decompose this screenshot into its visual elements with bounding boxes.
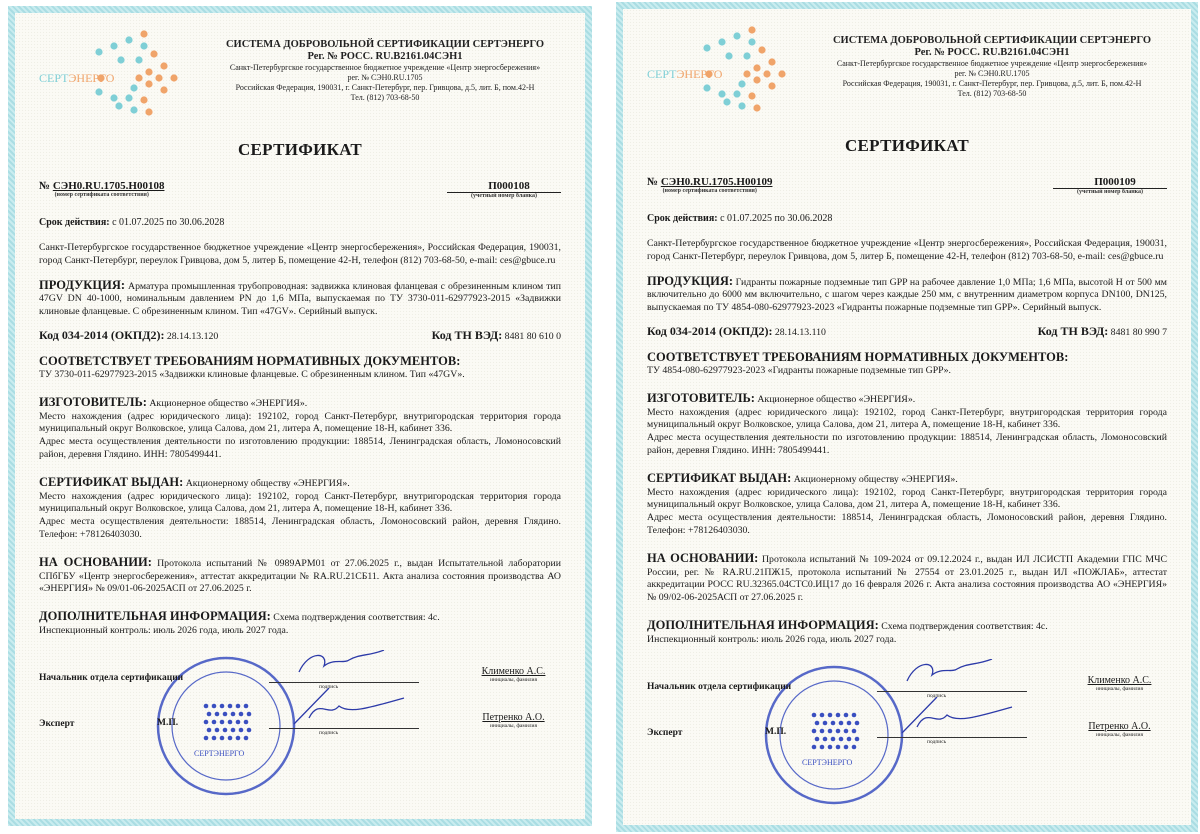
basis-section: [39, 556, 561, 596]
logo-dot: [763, 70, 770, 77]
system-name: СИСТЕМА ДОБРОВОЛЬНОЙ СЕРТИФИКАЦИИ СЕРТЭНЕРГО: [225, 38, 545, 50]
certificate-2: [616, 2, 1198, 832]
codes-row: [647, 324, 1167, 339]
maker-section: [647, 392, 1167, 458]
logo-dot: [135, 56, 142, 63]
logo-dot: [145, 80, 152, 87]
issued-legal-address: Место нахождения (адрес юридического лица): 192102, город Санкт-Петербург, внутригородская территория города муниципальный округ Волковское, улица Салова, дом 21, литера А, помещение 18-Н, кабинет 336.: [39, 490, 561, 515]
logo-dot: [758, 46, 765, 53]
inspection-control: Инспекционный контроль: июль 2026 года, июль 2027 года.: [39, 624, 289, 636]
logo-dot: [117, 56, 124, 63]
maker-legal-address: Место нахождения (адрес юридического лица): 192102, город Санкт-Петербург, внутригородская территория города муниципальный округ Волковское, улица Салова, дом 21, литера А, помещение 18-Н, кабинет 336.: [647, 406, 1167, 431]
logo-dot: [160, 86, 167, 93]
number-prefix: №: [647, 176, 661, 188]
sign-caption: подпись: [319, 683, 339, 690]
head-signature-row: [647, 674, 1167, 699]
logo-dot: [778, 70, 785, 77]
issued-site-address: Адрес места осуществления деятельности: 188514, Ленинградская область, Ломоносовский район, деревня Глядино. Телефон: +78126403030.: [647, 512, 1167, 536]
logo-dot: [145, 108, 152, 115]
signature-mark: [897, 659, 997, 689]
validity-label: Срок действия:: [39, 217, 110, 228]
stamp-dot: [244, 703, 249, 708]
stamp-dot: [828, 712, 833, 717]
extra-section: [647, 619, 1167, 647]
logo-dot: [140, 30, 147, 37]
stamp-dot: [204, 703, 209, 708]
blank-caption: (учетный номер бланка): [1076, 189, 1144, 195]
logo-dot: [748, 26, 755, 33]
okpd-value: 28.14.13.120: [164, 330, 219, 342]
number-row: [39, 180, 561, 199]
logo-text: СЕРТЭНЕРГО: [647, 66, 723, 81]
product-value: Арматура промышленная трубопроводная: задвижка клиновая фланцевая с обрезиненным клином тип 47GV DN 40-1000, номинальным давлением PN до 1,6 МПа, выпускаемая по ТУ 3730-011-62977923-2015 «Задвижки клиновые фланцевые. С обрезиненным клином. Тип «47GV». Серийный выпуск.: [39, 280, 561, 318]
name-caption: инициалы, фамилия: [489, 676, 538, 683]
logo-dot: [733, 32, 740, 39]
extra-value: Схема подтверждения соответствия: 4с.: [270, 612, 440, 624]
extra-section: [39, 610, 561, 638]
logo-dot: [140, 42, 147, 49]
stamp-dot: [812, 712, 817, 717]
header-info: [817, 35, 1167, 99]
issuer-info: Санкт-Петербургское государственное бюджетное учреждение «Центр энергосбережения», Российская Федерация, 190031, город Санкт-Петербург, переулок Гривцова, дом 5, литер Б, помещение 42-Н, телефон (812) 703-68-50, e-mail: ces@gbuce.ru: [647, 238, 1167, 262]
expert-role: Эксперт: [39, 718, 75, 729]
head-signature-row: [39, 665, 561, 690]
signatures: [39, 660, 561, 810]
name-caption: инициалы, фамилия: [1095, 685, 1144, 692]
product-value: Гидранты пожарные подземные тип GPP на рабочее давление 1,0 МПа; 1,6 МПа, высотой Н от 500 мм включительно до 6000 мм включительно, с шагом через каждые 250 мм, с внутренним диаметром корпуса DN100, DN125, выпускаемая по ТУ 4854-080-62977923-2023 «Гидранты пожарные подземные тип GPP». Серийный выпуск.: [647, 276, 1167, 314]
signature-mark: [289, 688, 409, 728]
conforms-value: ТУ 3730-011-62977923-2015 «Задвижки клиновые фланцевые. С обрезиненным клином. Тип «47GV».: [39, 368, 465, 380]
logo-dot: [768, 58, 775, 65]
logo-dot: [753, 104, 760, 111]
expert-name: Петренко А.О.: [1088, 720, 1151, 732]
org-name: Санкт-Петербургское государственное бюджетное учреждение «Центр энергосбережения»: [836, 58, 1148, 68]
sertenergo-logo: [39, 26, 209, 116]
conforms-label: СООТВЕТСТВУЕТ ТРЕБОВАНИЯМ НОРМАТИВНЫХ ДОКУМЕНТОВ:: [39, 353, 461, 368]
signature-line: [877, 723, 1027, 745]
basis-label: НА ОСНОВАНИИ:: [647, 550, 759, 565]
stamp-dot: [852, 744, 857, 749]
header-info: [209, 39, 561, 103]
signatures: [647, 669, 1167, 819]
okpd-label: Код 034-2014 (ОКПД2):: [39, 327, 165, 342]
logo-dot: [718, 38, 725, 45]
logo-dot: [130, 84, 137, 91]
logo-dot: [135, 74, 142, 81]
stamp-dot: [836, 744, 841, 749]
okpd-value: 28.14.13.110: [772, 326, 826, 338]
conforms-label: СООТВЕТСТВУЕТ ТРЕБОВАНИЯМ НОРМАТИВНЫХ ДОКУМЕНТОВ:: [647, 349, 1069, 364]
stamp-dot: [212, 703, 217, 708]
system-reg: Рег. № РОСС. RU.B2161.04СЭН1: [914, 46, 1070, 58]
logo-dot: [723, 98, 730, 105]
certificate-number: СЭН0.RU.1705.Н00108: [52, 180, 165, 192]
tnved-value: 8481 80 990 7: [1108, 326, 1167, 338]
issued-legal-address: Место нахождения (адрес юридического лица): 192102, город Санкт-Петербург, внутригородская территория города муниципальный округ Волковское, улица Салова, дом 21, литера А, помещение 18-Н, кабинет 336.: [647, 486, 1167, 511]
logo-dot: [753, 76, 760, 83]
logo-dot: [768, 82, 775, 89]
stamp-dot: [852, 712, 857, 717]
stamp-dot: [836, 712, 841, 717]
signature-line: [269, 668, 419, 690]
issued-label: СЕРТИФИКАТ ВЫДАН:: [39, 474, 184, 489]
seal-place-label: М.П.: [765, 726, 787, 737]
stamp-dot: [236, 735, 241, 740]
product-section: [647, 275, 1167, 315]
basis-label: НА ОСНОВАНИИ:: [39, 554, 152, 569]
stamp-dot: [204, 735, 209, 740]
logo-dot: [95, 88, 102, 95]
validity: [647, 213, 1167, 224]
issued-section: [647, 472, 1167, 538]
signature-mark: [897, 697, 1017, 737]
maker-section: [39, 396, 561, 462]
tnved-label: Код ТН ВЭД:: [431, 327, 503, 342]
issued-label: СЕРТИФИКАТ ВЫДАН:: [647, 470, 792, 485]
basis-value: Протокола испытаний № 0989АРМ01 от 27.06.2025 г., выдан Испытательной лаборатории СПбГБУ «Центр энергосбережения», аттестат аккредитации № RA.RU.21СБ11. Акта анализа состояния производства АО «ЭНЕРГИЯ» № 09/01-06-2025АСП от 27.06.2025 г.: [39, 557, 561, 595]
logo-dot: [738, 102, 745, 109]
issued-value: Акционерному обществу «ЭНЕРГИЯ».: [183, 477, 350, 489]
certificate-header: [39, 23, 561, 118]
logo-dot: [115, 102, 122, 109]
product-label: ПРОДУКЦИЯ:: [39, 277, 126, 292]
extra-value: Схема подтверждения соответствия: 4с.: [878, 620, 1048, 632]
expert-role: Эксперт: [647, 727, 683, 738]
logo-dot: [140, 96, 147, 103]
stamp-dot: [236, 703, 241, 708]
certificate-title: СЕРТИФИКАТ: [844, 136, 970, 155]
logo-dot: [145, 68, 152, 75]
stamp-dot: [212, 735, 217, 740]
stamp-text: СЕРТЭНЕРГО: [194, 748, 245, 758]
stamp-dot: [820, 712, 825, 717]
system-name: СИСТЕМА ДОБРОВОЛЬНОЙ СЕРТИФИКАЦИИ СЕРТЭНЕРГО: [832, 34, 1152, 46]
conforms-section: [39, 354, 561, 382]
conforms-value: ТУ 4854-080-62977923-2023 «Гидранты пожарные подземные тип GPP».: [647, 364, 951, 376]
org-phone: Тел. (812) 703-68-50: [350, 92, 420, 102]
stamp-dot: [220, 735, 225, 740]
certificate-number: СЭН0.RU.1705.Н00109: [660, 176, 773, 188]
stamp-dot: [228, 735, 233, 740]
certificate-1: [8, 6, 592, 826]
number-caption: (номер сертификата соответствия): [662, 188, 757, 194]
stamp-dot: [844, 712, 849, 717]
logo-dot: [743, 70, 750, 77]
name-caption: инициалы, фамилия: [489, 722, 538, 729]
logo-dot: [703, 84, 710, 91]
basis-section: [647, 552, 1167, 605]
org-name: Санкт-Петербургское государственное бюджетное учреждение «Центр энергосбережения»: [229, 62, 541, 72]
logo-dot: [150, 50, 157, 57]
validity-label: Срок действия:: [647, 213, 718, 224]
signature-line: [269, 714, 419, 736]
logo-dot: [170, 74, 177, 81]
logo-dot: [703, 44, 710, 51]
sertenergo-logo: [647, 22, 817, 112]
conforms-section: [647, 350, 1167, 378]
logo-dot: [743, 52, 750, 59]
issued-value: Акционерному обществу «ЭНЕРГИЯ».: [791, 473, 958, 485]
product-label: ПРОДУКЦИЯ:: [647, 273, 734, 288]
signature-mark: [289, 650, 389, 680]
blank-number: П000108: [447, 180, 561, 193]
logo-dot: [753, 64, 760, 71]
blank-caption: (учетный номер бланка): [470, 193, 538, 199]
issued-site-address: Адрес места осуществления деятельности: 188514, Ленинградская область, Ломоносовский район, деревня Глядино. Телефон: +78126403030.: [39, 516, 561, 540]
head-name: Клименко А.С.: [1087, 674, 1152, 686]
stamp-dot: [220, 703, 225, 708]
logo-dot: [110, 94, 117, 101]
basis-value: Протокола испытаний № 109-2024 от 09.12.2024 г., выдан ИЛ ЛСИСТП Академии ГПС МЧС России, рег. № RA.RU.21ПЖ15, протокола испытаний № 27554 от 23.01.2025 г., выдан ИЛ «ПОЖЛАБ», аттестат аккредитации РОСС RU.32365.04СТС0.ИЦ17 до 16 февраля 2026 г. Акта анализа состояния производства АО «ЭНЕРГИЯ» № 09/02-06-2025АСП от 27.06.2025 г.: [647, 553, 1167, 604]
issued-section: [39, 476, 561, 542]
logo-dot: [125, 36, 132, 43]
stamp-dot: [228, 703, 233, 708]
certificate-page: [623, 9, 1191, 825]
logo-dot: [155, 74, 162, 81]
validity-value: с 01.07.2025 по 30.06.2028: [717, 213, 833, 224]
expert-signature-row: [647, 720, 1167, 745]
logo-dot: [748, 92, 755, 99]
expert-name: Петренко А.О.: [482, 711, 545, 723]
sign-caption: подпись: [927, 692, 947, 699]
logo-dot: [733, 90, 740, 97]
stamp-dot: [828, 744, 833, 749]
certificate-title: СЕРТИФИКАТ: [237, 140, 363, 159]
seal-place-label: М.П.: [157, 717, 179, 728]
number-row: [647, 176, 1167, 195]
maker-value: Акционерное общество «ЭНЕРГИЯ».: [754, 393, 916, 405]
logo-dot: [130, 106, 137, 113]
stamp-dot: [812, 744, 817, 749]
maker-label: ИЗГОТОВИТЕЛЬ:: [647, 390, 755, 405]
logo-dot: [125, 94, 132, 101]
okpd-label: Код 034-2014 (ОКПД2):: [647, 323, 773, 338]
org-reg: рег. № СЭН0.RU.1705: [347, 72, 423, 82]
logo-dot: [738, 80, 745, 87]
sign-caption: подпись: [927, 738, 947, 745]
number-caption: (номер сертификата соответствия): [54, 192, 149, 198]
logo-dot: [718, 90, 725, 97]
certificate-header: [647, 19, 1167, 114]
tnved-value: 8481 80 610 0: [502, 330, 561, 342]
maker-site-address: Адрес места осуществления деятельности по изготовлению продукции: 188514, Ленинградская область, Ломоносовский район, деревня Глядино. ИНН: 7805499441.: [39, 436, 561, 460]
validity: [39, 217, 561, 228]
codes-row: [39, 328, 561, 343]
logo-text: СЕРТЭНЕРГО: [39, 70, 115, 85]
sign-caption: подпись: [319, 729, 339, 736]
logo-dot: [160, 62, 167, 69]
logo-dot: [725, 52, 732, 59]
org-address: Российская Федерация, 190031, г. Санкт-Петербург, пер. Гривцова, д.5, лит. Б, пом.42-Н: [842, 78, 1142, 88]
stamp-dot: [244, 735, 249, 740]
stamp-dot: [820, 744, 825, 749]
tnved-label: Код ТН ВЭД:: [1037, 323, 1109, 338]
org-phone: Тел. (812) 703-68-50: [957, 88, 1027, 98]
validity-value: с 01.07.2025 по 30.06.2028: [109, 217, 225, 228]
org-reg: рег. № СЭН0.RU.1705: [954, 68, 1030, 78]
logo-dot: [748, 38, 755, 45]
certificate-page: [15, 13, 585, 819]
maker-value: Акционерное общество «ЭНЕРГИЯ».: [146, 397, 308, 409]
system-reg: Рег. № РОСС. RU.B2161.04СЭН1: [307, 50, 463, 62]
name-caption: инициалы, фамилия: [1095, 731, 1144, 738]
issuer-info: Санкт-Петербургское государственное бюджетное учреждение «Центр энергосбережения», Российская Федерация, 190031, город Санкт-Петербург, переулок Гривцова, дом 5, литер Б, помещение 42-Н, телефон (812) 703-68-50, e-mail: ces@gbuce.ru: [39, 242, 561, 266]
expert-signature-row: [39, 711, 561, 736]
extra-label: ДОПОЛНИТЕЛЬНАЯ ИНФОРМАЦИЯ:: [39, 609, 271, 624]
stamp-dot: [844, 744, 849, 749]
product-section: [39, 279, 561, 319]
number-prefix: №: [39, 180, 53, 192]
logo-dot: [110, 42, 117, 49]
head-name: Клименко А.С.: [481, 665, 546, 677]
maker-legal-address: Место нахождения (адрес юридического лица): 192102, город Санкт-Петербург, внутригородская территория города муниципальный округ Волковское, улица Салова, дом 21, литера А, помещение 18-Н, кабинет 336.: [39, 410, 561, 435]
org-address: Российская Федерация, 190031, г. Санкт-Петербург, пер. Гривцова, д.5, лит. Б, пом.42-Н: [235, 82, 535, 92]
stamp-text: СЕРТЭНЕРГО: [802, 757, 853, 767]
signature-line: [877, 677, 1027, 699]
head-role: Начальник отдела сертификации: [39, 672, 184, 683]
logo-dot: [95, 48, 102, 55]
maker-site-address: Адрес места осуществления деятельности по изготовлению продукции: 188514, Ленинградская область, Ломоносовский район, деревня Глядино. ИНН: 7805499441.: [647, 432, 1167, 456]
inspection-control: Инспекционный контроль: июль 2026 года, июль 2027 года.: [647, 633, 897, 645]
head-role: Начальник отдела сертификации: [647, 681, 792, 692]
extra-label: ДОПОЛНИТЕЛЬНАЯ ИНФОРМАЦИЯ:: [647, 617, 879, 632]
maker-label: ИЗГОТОВИТЕЛЬ:: [39, 394, 147, 409]
blank-number: П000109: [1053, 176, 1167, 189]
